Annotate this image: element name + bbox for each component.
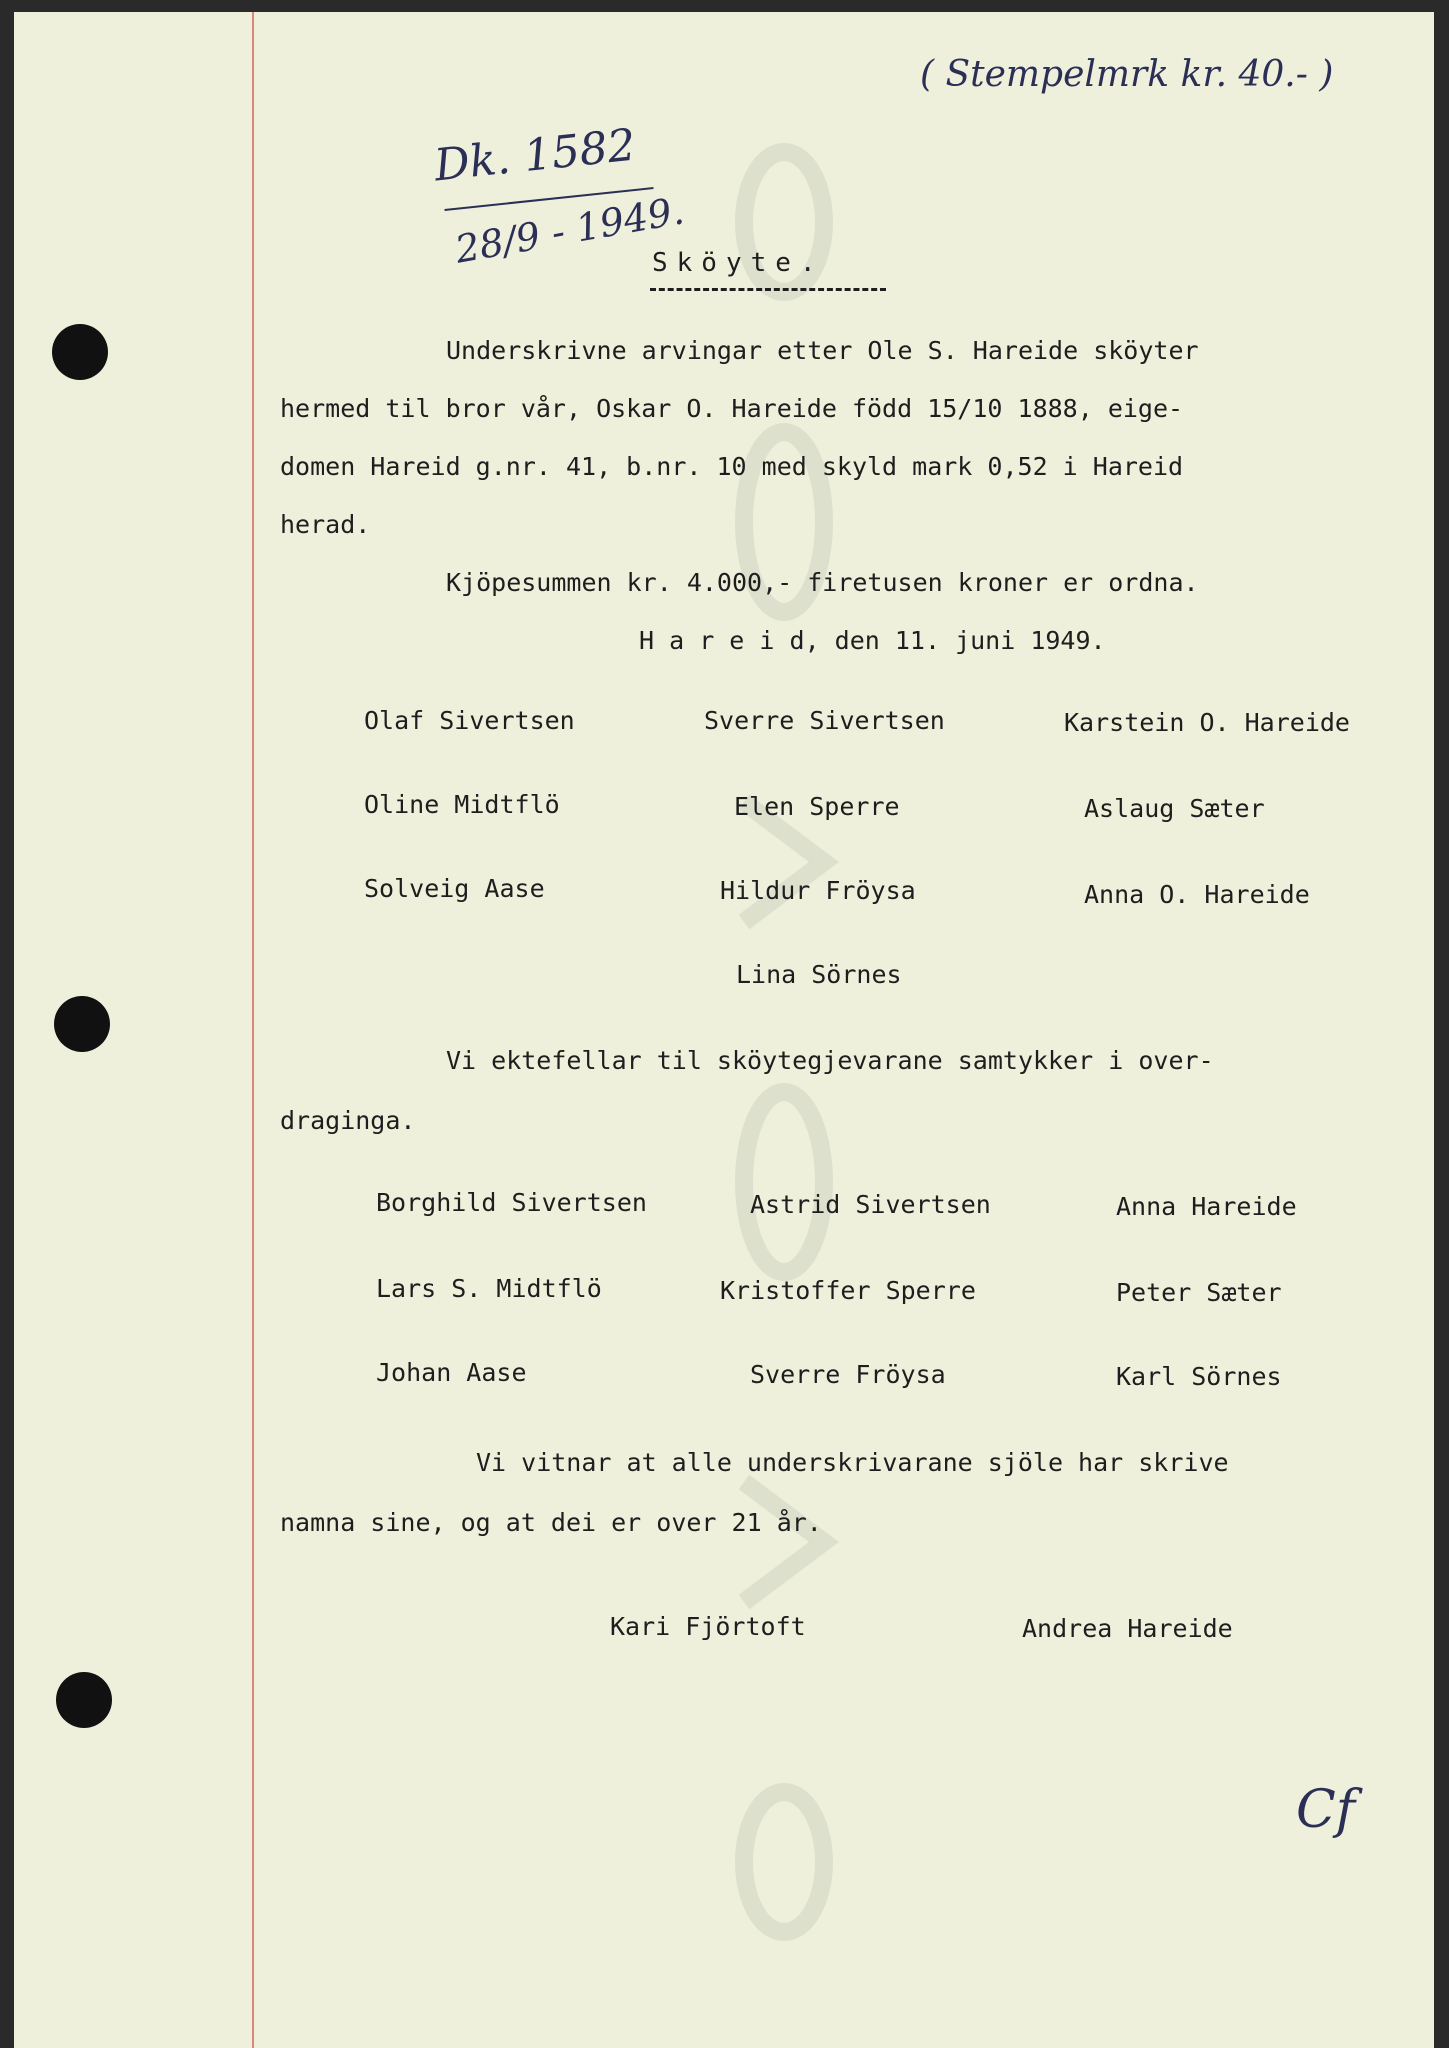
spouse-name: Borghild Sivertsen [376,1188,647,1217]
spouse-name: Anna Hareide [1116,1192,1297,1221]
signatory-name: Hildur Fröysa [720,876,916,905]
purchase-sum: Kjöpesummen kr. 4.000,- firetusen kroner er ordna. [446,568,1199,597]
witness-name: Kari Fjörtoft [610,1612,806,1641]
signatory-name: Olaf Sivertsen [364,706,575,735]
spouse-name: Sverre Fröysa [750,1360,946,1389]
spouse-name: Karl Sörnes [1116,1362,1282,1391]
paragraph1-line2: hermed til bror vår, Oskar O. Hareide född 15/10 1888, eige- [280,394,1184,423]
punch-hole-middle [54,996,110,1052]
margin-line [252,12,254,2048]
title-underline [650,288,886,291]
signatory-name: Anna O. Hareide [1084,880,1310,909]
signatory-name: Elen Sperre [734,792,900,821]
document-page [14,12,1434,2048]
paragraph1-line1: Underskrivne arvingar etter Ole S. Hareide sköyter [446,336,1199,365]
spouse-name: Johan Aase [376,1358,527,1387]
place-date: H a r e i d, den 11. juni 1949. [639,626,1106,655]
document-title: Sköyte. [652,248,825,278]
spouse-name: Peter Sæter [1116,1278,1282,1307]
signatory-name: Aslaug Sæter [1084,794,1265,823]
document-date: 28/9 - 1949. [451,188,688,272]
stamp-note: ( Stempelmrk kr. 40.- ) [920,54,1334,95]
spouse-name: Kristoffer Sperre [720,1276,976,1305]
signatory-name: Karstein O. Hareide [1064,708,1350,737]
spouse-name: Lars S. Midtflö [376,1274,602,1303]
signatory-name: Lina Sörnes [736,960,902,989]
document-number: Dk. 1582 [431,119,639,192]
signatory-name: Oline Midtflö [364,790,560,819]
signatory-name: Sverre Sivertsen [704,706,945,735]
spouse-name: Astrid Sivertsen [750,1190,991,1219]
paragraph4-line1: Vi vitnar at alle underskrivarane sjöle har skrive [476,1448,1229,1477]
paragraph3-line2: draginga. [280,1106,416,1135]
punch-hole-bottom [56,1672,112,1728]
initials: Cf [1296,1780,1356,1840]
punch-hole-top [52,324,108,380]
paragraph4-line2: namna sine, og at dei er over 21 år. [280,1508,822,1537]
signatory-name: Solveig Aase [364,874,545,903]
witness-name: Andrea Hareide [1022,1614,1233,1643]
paragraph3-line1: Vi ektefellar til sköytegjevarane samtykker i over- [446,1046,1214,1075]
paragraph1-line3: domen Hareid g.nr. 41, b.nr. 10 med skyld mark 0,52 i Hareid [280,452,1184,481]
paragraph1-line4: herad. [280,510,371,539]
